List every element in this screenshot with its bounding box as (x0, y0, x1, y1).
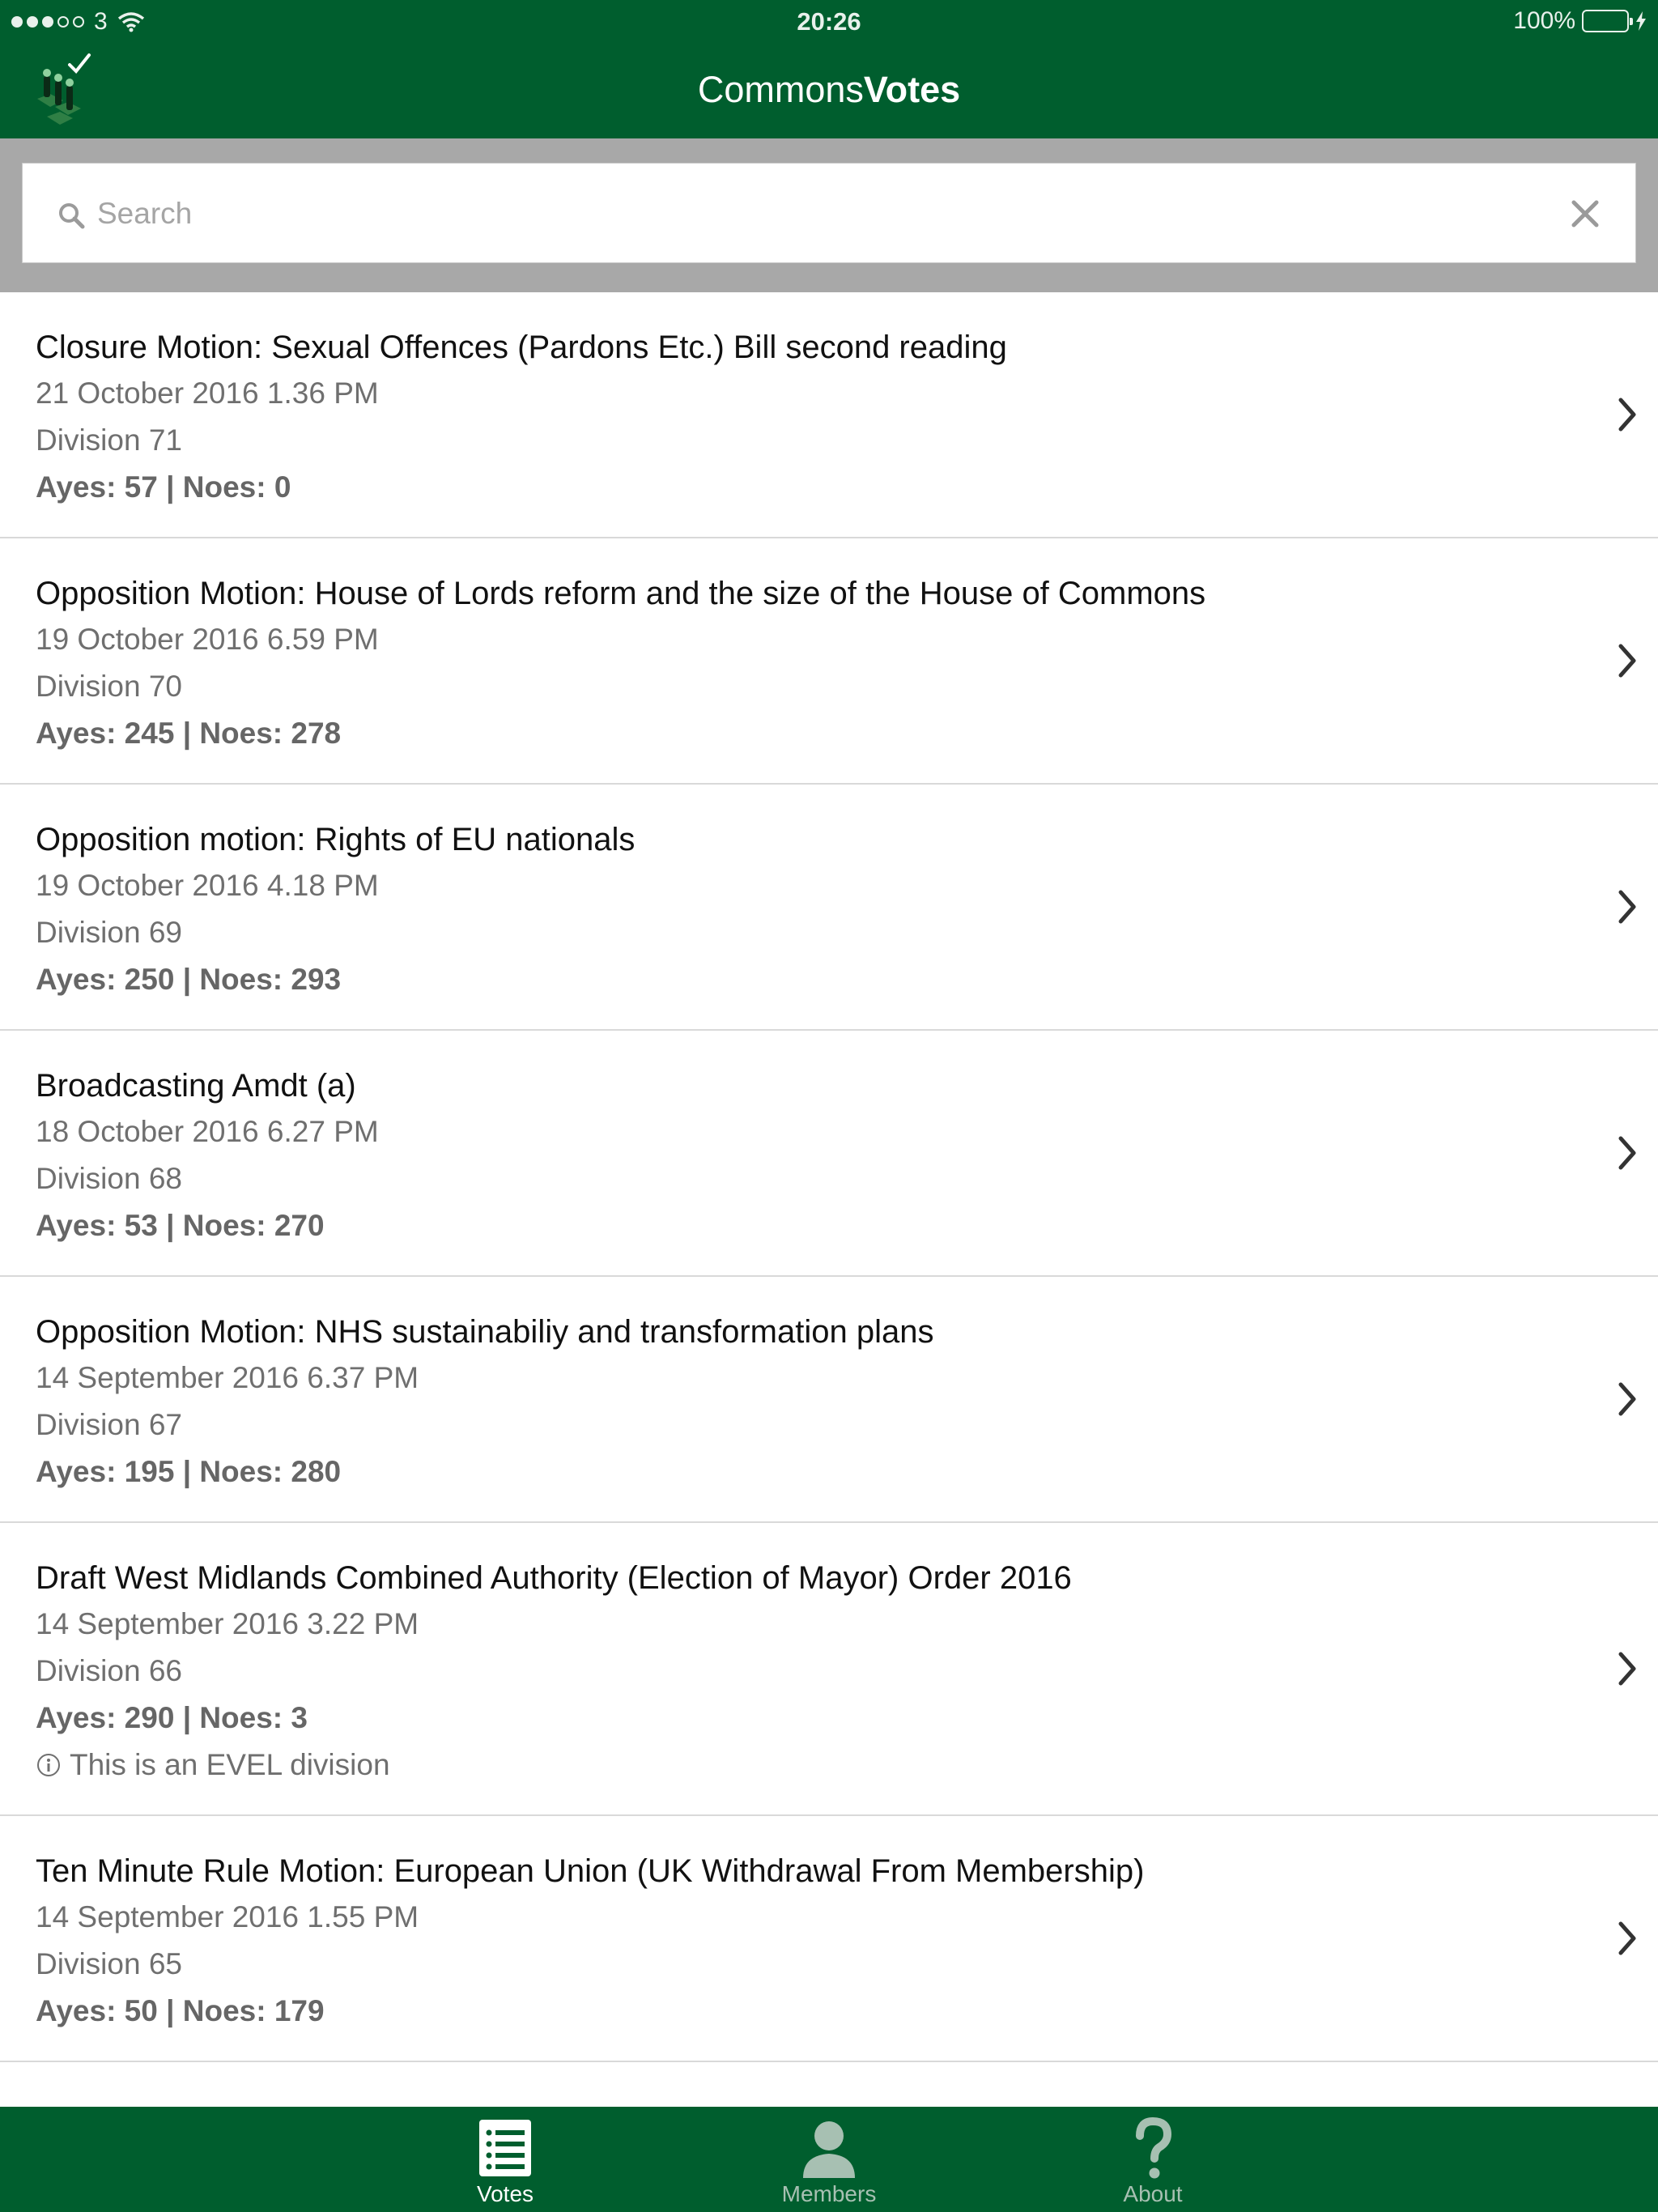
status-bar (0, 0, 1658, 45)
division-title: Opposition Motion: House of Lords reform and the size of the House of Commons (36, 576, 1206, 611)
app-title-bold: Votes (863, 69, 961, 110)
evel-label: This is an EVEL division (70, 1748, 390, 1781)
question-mark-icon (1124, 2116, 1182, 2181)
tab-members-label: Members (781, 2181, 877, 2206)
chevron-right-icon (1614, 395, 1640, 434)
division-datetime: 19 October 2016 4.18 PM (36, 869, 379, 902)
evel-notice (36, 1746, 1561, 1784)
division-title: Opposition Motion: NHS sustainabiliy and transformation plans (36, 1314, 934, 1350)
top-bar (0, 0, 1658, 138)
battery-area (1513, 7, 1647, 35)
search-bar-container (0, 138, 1658, 292)
division-row[interactable] (0, 1816, 1658, 2062)
division-row[interactable] (0, 538, 1658, 785)
tab-bar (0, 2107, 1658, 2212)
info-icon (36, 1752, 62, 1778)
tab-about[interactable] (1048, 2107, 1258, 2212)
charging-bolt-icon (1635, 11, 1647, 31)
division-datetime: 21 October 2016 1.36 PM (36, 376, 379, 410)
tab-about-label: About (1123, 2181, 1183, 2206)
search-icon (57, 201, 86, 230)
division-votes: Ayes: 245 | Noes: 278 (36, 717, 342, 750)
division-number: Division 65 (36, 1947, 182, 1980)
carrier-label: 3 (94, 8, 108, 35)
division-votes: Ayes: 195 | Noes: 280 (36, 1455, 342, 1488)
division-number: Division 67 (36, 1408, 182, 1441)
division-votes: Ayes: 53 | Noes: 270 (36, 1209, 325, 1242)
division-row[interactable] (0, 1031, 1658, 1277)
app-title-regular: Commons (697, 69, 864, 110)
divisions-list (0, 292, 1658, 2062)
division-datetime: 19 October 2016 6.59 PM (36, 623, 379, 656)
division-votes: Ayes: 50 | Noes: 179 (36, 1994, 325, 2027)
division-title: Opposition motion: Rights of EU nationals (36, 822, 636, 857)
division-number: Division 66 (36, 1654, 182, 1687)
division-row[interactable] (0, 1523, 1658, 1816)
division-title: Closure Motion: Sexual Offences (Pardons Etc.) Bill second reading (36, 330, 1007, 365)
division-row[interactable] (0, 1277, 1658, 1523)
chevron-right-icon (1614, 1380, 1640, 1419)
division-votes: Ayes: 57 | Noes: 0 (36, 470, 291, 504)
close-icon[interactable] (1569, 198, 1601, 230)
division-title: Draft West Midlands Combined Authority (Election of Mayor) Order 2016 (36, 1560, 1072, 1596)
person-icon (800, 2116, 858, 2181)
division-votes: Ayes: 290 | Noes: 3 (36, 1701, 308, 1734)
division-title: Ten Minute Rule Motion: European Union (UK Withdrawal From Membership) (36, 1853, 1145, 1889)
chevron-right-icon (1614, 887, 1640, 926)
division-number: Division 68 (36, 1162, 182, 1195)
list-icon (476, 2116, 534, 2181)
tab-members[interactable] (724, 2107, 934, 2212)
battery-percent: 100% (1513, 7, 1575, 34)
division-datetime: 18 October 2016 6.27 PM (36, 1115, 379, 1148)
division-row[interactable] (0, 785, 1658, 1031)
division-number: Division 70 (36, 670, 182, 703)
chevron-right-icon (1614, 1649, 1640, 1688)
division-votes: Ayes: 250 | Noes: 293 (36, 963, 342, 996)
search-field[interactable] (22, 163, 1636, 263)
division-datetime: 14 September 2016 6.37 PM (36, 1361, 419, 1394)
chevron-right-icon (1614, 1919, 1640, 1958)
division-datetime: 14 September 2016 1.55 PM (36, 1900, 419, 1933)
chevron-right-icon (1614, 1134, 1640, 1172)
division-title: Broadcasting Amdt (a) (36, 1068, 356, 1104)
search-input[interactable] (97, 181, 1538, 246)
division-datetime: 14 September 2016 3.22 PM (36, 1607, 419, 1640)
division-number: Division 71 (36, 423, 182, 457)
chevron-right-icon (1614, 641, 1640, 680)
battery-icon (1582, 10, 1629, 32)
tab-votes-label: Votes (476, 2181, 534, 2206)
tab-votes[interactable] (400, 2107, 610, 2212)
division-number: Division 69 (36, 916, 182, 949)
division-row[interactable] (0, 292, 1658, 538)
app-title (0, 69, 1658, 111)
status-time: 20:26 (797, 7, 861, 36)
